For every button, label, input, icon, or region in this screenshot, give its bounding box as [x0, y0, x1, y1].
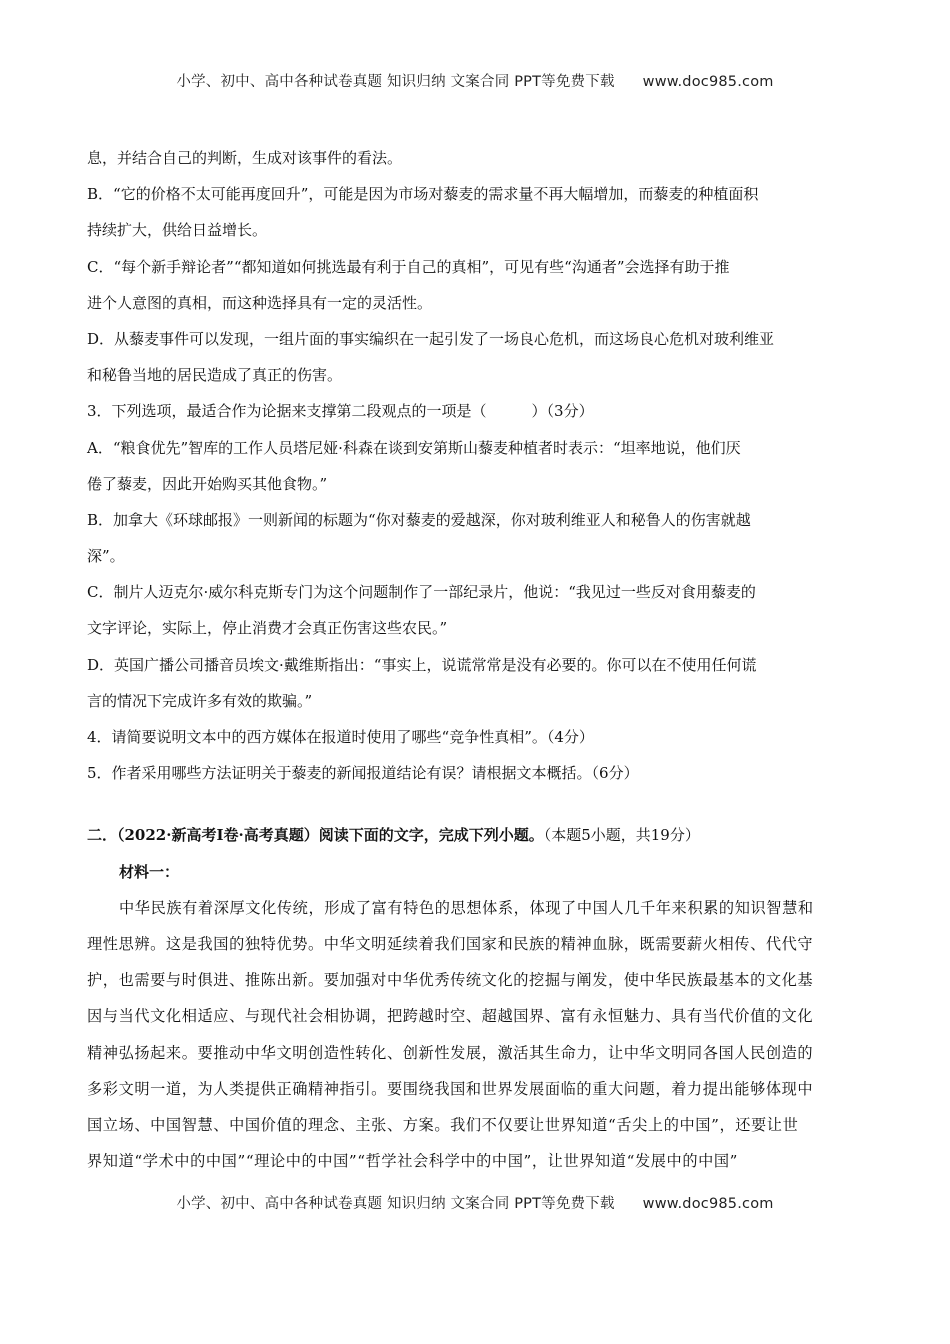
q3-option-c-line-2: 文字评论，实际上，停止消费才会真正伤害这些农民。”: [87, 619, 448, 638]
q3-option-d-line-1: D．英国广播公司播音员埃文·戴维斯指出：“事实上，说谎常常是没有必要的。你可以在不使用任何谎: [87, 655, 757, 674]
document-body: [87, 140, 863, 1179]
page-header: [0, 70, 950, 91]
q3-option-b-line-1: B．加拿大《环球邮报》一则新闻的标题为“你对藜麦的爱越深，你对玻利维亚人和秘鲁人的伤害就越: [87, 510, 751, 529]
paragraph-line: 护，也需要与时俱进、推陈出新。要加强对中华优秀传统文化的挖掘与阐发，使中华民族最基本的文化基: [87, 971, 814, 990]
footer-text: 小学、初中、高中各种试卷真题 知识归纳 文案合同 PPT等免费下载: [176, 1196, 615, 1212]
paragraph-line: 界知道“学术中的中国”“理论中的中国”“哲学社会科学中的中国”，让世界知道“发展中的中国”: [87, 1152, 739, 1171]
paragraph-line: 理性思辨。这是我国的独特优势。中华文明延续着我们国家和民族的精神血脉，既需要薪火相传、代代守: [87, 934, 814, 953]
option-b-line-2: 持续扩大，供给日益增长。: [87, 221, 268, 240]
question-5: 5．作者采用哪些方法证明关于藜麦的新闻报道结论有误？请根据文本概括。（6分）: [87, 764, 639, 783]
q3-option-c-line-1: C．制片人迈克尔·威尔科克斯专门为这个问题制作了一部纪录片，他说：“我见过一些反对食用藜麦的: [87, 583, 756, 602]
option-d-line-2: 和秘鲁当地的居民造成了真正的伤害。: [87, 366, 343, 385]
option-b-line-1: B．“它的价格不太可能再度回升”，可能是因为市场对藜麦的需求量不再大幅增加，而藜麦的种植面积: [87, 185, 759, 204]
header-text: 小学、初中、高中各种试卷真题 知识归纳 文案合同 PPT等免费下载: [176, 74, 615, 90]
section-heading-note: （本题5小题，共19分）: [543, 826, 700, 845]
section-gap: [87, 791, 863, 817]
option-c-line-1: C．“每个新手辩论者”“都知道如何挑选最有利于自己的真相”，可见有些“沟通者”会选择有助于推: [87, 257, 730, 276]
header-url: www.doc985.com: [642, 74, 774, 90]
paragraph-line: 多彩文明一道，为人类提供正确精神指引。要围绕我国和世界发展面临的重大问题，着力提出能够体现中: [87, 1079, 814, 1098]
page-footer: [0, 1192, 950, 1213]
q3-option-b-line-2: 深”。: [87, 547, 125, 566]
option-c-line-2: 进个人意图的真相，而这种选择具有一定的灵活性。: [87, 293, 433, 312]
text-line: 息，并结合自己的判断，生成对该事件的看法。: [87, 149, 403, 167]
paragraph-line: 精神弘扬起来。要推动中华文明创造性转化、创新性发展，激活其生命力，让中华文明同各国人民创造的: [87, 1043, 814, 1062]
q3-option-a-line-2: 倦了藜麦，因此开始购买其他食物。”: [87, 474, 328, 493]
section-heading: [87, 817, 863, 853]
footer-url: www.doc985.com: [642, 1196, 774, 1212]
paragraph-line: 中华民族有着深厚文化传统，形成了富有特色的思想体系，体现了中国人几千年来积累的知识智慧和: [119, 898, 814, 917]
question-3: 3．下列选项，最适合作为论据来支撑第二段观点的一项是（ ）（3分）: [87, 402, 594, 421]
question-4: 4．请简要说明文本中的西方媒体在报道时使用了哪些“竞争性真相”。（4分）: [87, 728, 594, 746]
material-label: 材料一：: [119, 862, 180, 881]
section-heading-bold: 二．（2022·新高考Ⅰ卷·高考真题）阅读下面的文字，完成下列小题。: [87, 826, 544, 845]
q3-option-d-line-2: 言的情况下完成许多有效的欺骗。”: [87, 691, 313, 710]
option-d-line-1: D．从藜麦事件可以发现，一组片面的事实编织在一起引发了一场良心危机，而这场良心危机对玻利维亚: [87, 329, 775, 348]
paragraph-line: 国立场、中国智慧、中国价值的理念、主张、方案。我们不仅要让世界知道“舌尖上的中国”，还要让世: [87, 1115, 799, 1134]
q3-option-a-line-1: A．“粮食优先”智库的工作人员塔尼娅·科森在谈到安第斯山藜麦种植者时表示：“坦率地说，他们厌: [87, 438, 741, 457]
paragraph-line: 因与当代文化相适应、与现代社会相协调，把跨越时空、超越国界、富有永恒魅力、具有当代价值的文化: [87, 1007, 814, 1026]
